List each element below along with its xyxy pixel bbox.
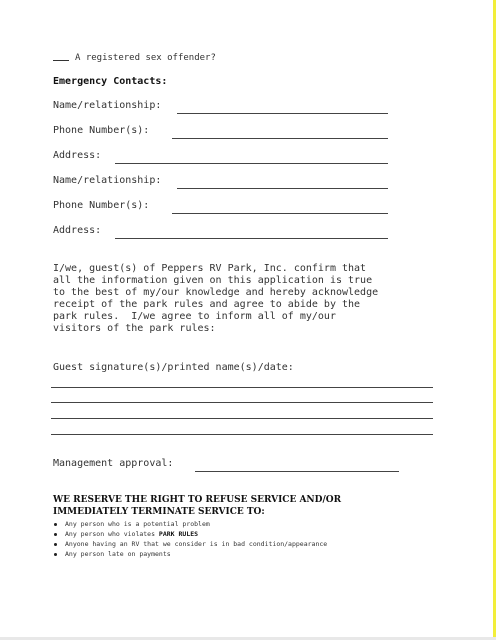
signature-line-1[interactable]: [51, 387, 433, 388]
emergency-phone-label-2: Phone Number(s):: [53, 200, 150, 211]
list-item: Anyone having an RV that we consider is in bad condition/appearance: [53, 539, 327, 549]
emergency-contacts-heading: Emergency Contacts:: [53, 76, 168, 87]
emergency-address-label-1: Address:: [53, 150, 102, 161]
emergency-phone-label-1: Phone Number(s):: [53, 125, 150, 136]
emergency-address-line-2[interactable]: [115, 238, 388, 239]
emergency-phone-line-2[interactable]: [172, 213, 388, 214]
signature-line-4[interactable]: [51, 434, 433, 435]
agreement-paragraph: I/we, guest(s) of Peppers RV Park, Inc. confirm that all the information given on this application is true to the best of my/our knowledge and hereby acknowledge receipt of the park rules and agree to abide by the park rules. I/we agree to inform all of my/our visitors of the park rules:: [53, 263, 379, 334]
offender-question-text: A registered sex offender?: [75, 53, 216, 63]
list-item: Any person who is a potential problem: [53, 519, 327, 529]
reserve-right-heading: WE RESERVE THE RIGHT TO REFUSE SERVICE AND/OR IMMEDIATELY TERMINATE SERVICE TO:: [53, 495, 342, 517]
list-item: Any person who violates PARK RULES: [53, 529, 327, 539]
emergency-name-label-2: Name/relationship:: [53, 175, 162, 186]
offender-question: [53, 53, 216, 63]
reserve-right-list: [53, 519, 327, 559]
guest-signature-label: Guest signature(s)/printed name(s)/date:: [53, 362, 294, 373]
list-item: Any person late on payments: [53, 549, 327, 559]
emergency-name-line-1[interactable]: [177, 113, 388, 114]
management-approval-label: Management approval:: [53, 458, 174, 469]
emergency-address-line-1[interactable]: [115, 163, 388, 164]
emergency-name-label-1: Name/relationship:: [53, 100, 162, 111]
signature-line-3[interactable]: [51, 418, 433, 419]
emergency-phone-line-1[interactable]: [172, 138, 388, 139]
management-approval-line[interactable]: [195, 471, 399, 472]
offender-checkbox-blank[interactable]: [53, 60, 69, 61]
park-rules-emphasis: PARK RULES: [158, 530, 199, 538]
emergency-address-label-2: Address:: [53, 225, 102, 236]
emergency-name-line-2[interactable]: [177, 188, 388, 189]
signature-line-2[interactable]: [51, 402, 433, 403]
